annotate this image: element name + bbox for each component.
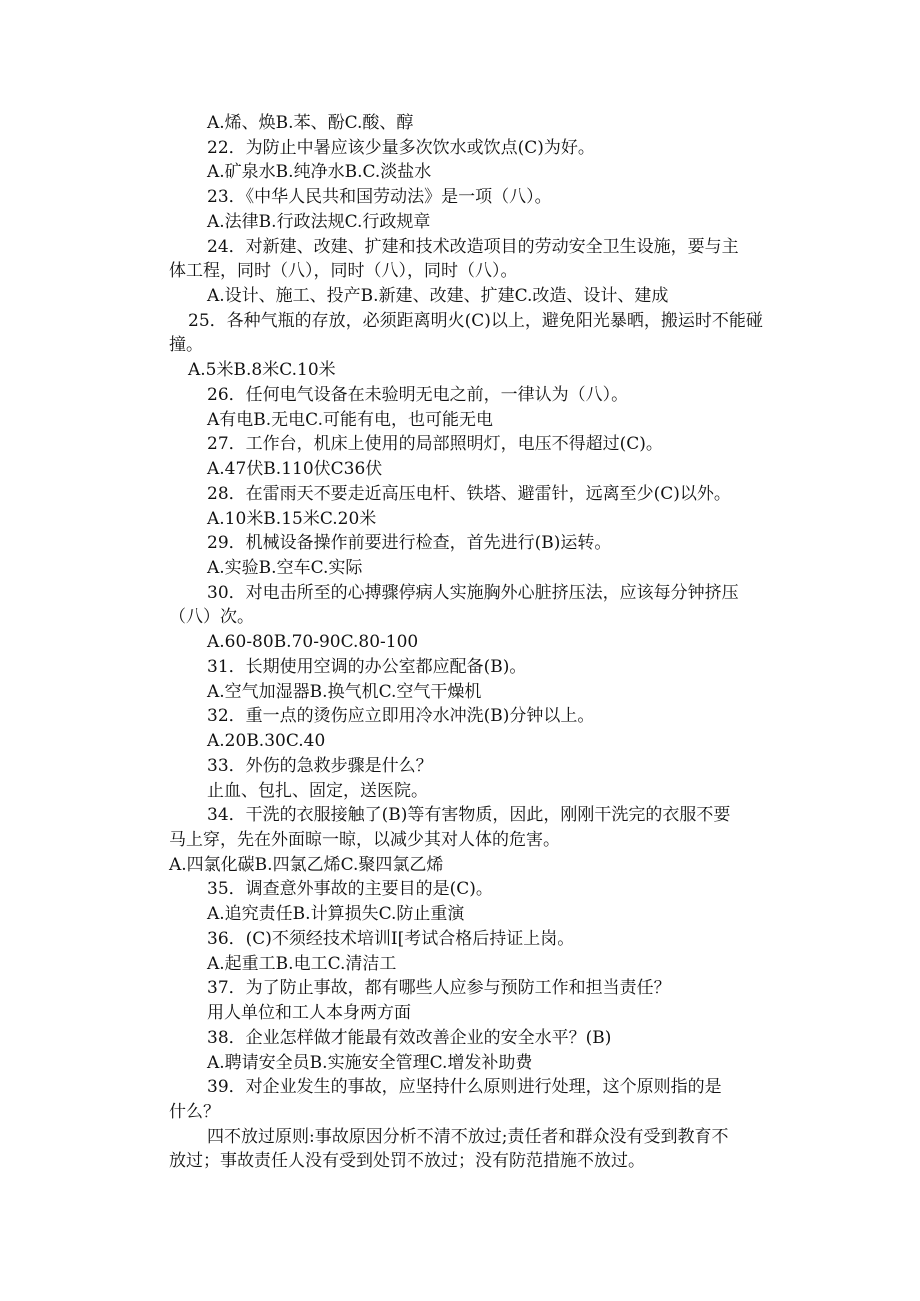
text-line: A.追究责任B.计算损失C.防止重演 bbox=[207, 904, 465, 924]
question-36: 36．(C)不须经技术培训I[考试合格后持证上岗。 bbox=[207, 929, 575, 949]
text-line: A.60-80B.70-90C.80-100 bbox=[207, 632, 419, 652]
text-line: A.20B.30C.40 bbox=[207, 731, 326, 751]
text-line: 撞。 bbox=[169, 335, 203, 355]
text-line: A.47伏B.110伏C36伏 bbox=[207, 459, 383, 479]
text-line: A.四氯化碳B.四氯乙烯C.聚四氯乙烯 bbox=[169, 855, 444, 875]
text-line: A.实验B.空车C.实际 bbox=[207, 558, 363, 578]
question-22: 22．为防止中暑应该少量多次饮水或饮点(C)为好。 bbox=[207, 138, 595, 158]
text-line: A.烯、焕B.苯、酚C.酸、醇 bbox=[207, 113, 414, 133]
question-25: 25．各种气瓶的存放，必须距离明火(C)以上，避免阳光暴晒，搬运时不能碰 bbox=[188, 311, 763, 331]
text-line: A.聘请安全员B.实施安全管理C.增发补助费 bbox=[207, 1053, 533, 1073]
question-37: 37．为了防止事故，都有哪些人应参与预防工作和担当责任？ bbox=[207, 978, 671, 998]
question-29: 29．机械设备操作前要进行检查，首先进行(B)运转。 bbox=[207, 533, 612, 553]
text-line: 止血、包扎、固定，送医院。 bbox=[207, 781, 428, 801]
question-31: 31．长期使用空调的办公室都应配备(B)。 bbox=[207, 657, 527, 677]
text-line: A.5米B.8米C.10米 bbox=[188, 360, 336, 380]
text-line: 什么？ bbox=[169, 1102, 220, 1122]
text-line: A.矿泉水B.纯净水B.C.淡盐水 bbox=[207, 162, 432, 182]
text-line: A有电B.无电C.可能有电，也可能无电 bbox=[207, 410, 493, 430]
text-line: A.法律B.行政法规C.行政规章 bbox=[207, 212, 431, 232]
question-24: 24．对新建、改建、扩建和技术改造项目的劳动安全卫生设施，要与主 bbox=[207, 237, 739, 257]
text-line: （八）次。 bbox=[169, 607, 254, 627]
text-line: 放过；事故责任人没有受到处罚不放过；没有防范措施不放过。 bbox=[169, 1151, 645, 1171]
text-line: 体工程，同时（八），同时（八），同时（八）。 bbox=[169, 261, 518, 281]
question-39: 39．对企业发生的事故，应坚持什么原则进行处理，这个原则指的是 bbox=[207, 1077, 722, 1097]
question-33: 33．外伤的急救步骤是什么？ bbox=[207, 756, 433, 776]
question-32: 32．重一点的烫伤应立即用冷水冲洗(B)分钟以上。 bbox=[207, 706, 595, 726]
question-28: 28．在雷雨天不要走近高压电杆、铁塔、避雷针，远离至少(C)以外。 bbox=[207, 484, 731, 504]
text-line: A.起重工B.电工C.清洁工 bbox=[207, 954, 397, 974]
text-line: 用人单位和工人本身两方面 bbox=[207, 1003, 411, 1023]
text-line: A.空气加湿器B.换气机C.空气干燥机 bbox=[207, 682, 482, 702]
question-27: 27．工作台，机床上使用的局部照明灯，电压不得超过(C)。 bbox=[207, 434, 663, 454]
question-34: 34．干洗的衣服接触了(B)等有害物质，因此，刚刚干洗完的衣服不要 bbox=[207, 805, 731, 825]
question-35: 35．调查意外事故的主要目的是(C)。 bbox=[207, 879, 493, 899]
question-38: 38．企业怎样做才能最有效改善企业的安全水平？(B) bbox=[207, 1028, 612, 1048]
text-line: A.10米B.15米C.20米 bbox=[207, 509, 377, 529]
question-23: 23．《中华人民共和国劳动法》是一项（八）。 bbox=[207, 187, 552, 207]
question-26: 26．任何电气设备在未验明无电之前，一律认为（八）。 bbox=[207, 385, 629, 405]
text-line: 马上穿，先在外面晾一晾，以减少其对人体的危害。 bbox=[169, 830, 560, 850]
question-30: 30．对电击所至的心搏骤停病人实施胸外心脏挤压法，应该每分钟挤压 bbox=[207, 583, 739, 603]
text-line: 四不放过原则:事故原因分析不清不放过;责任者和群众没有受到教育不 bbox=[207, 1127, 729, 1147]
text-line: A.设计、施工、投产B.新建、改建、扩建C.改造、设计、建成 bbox=[207, 286, 669, 306]
